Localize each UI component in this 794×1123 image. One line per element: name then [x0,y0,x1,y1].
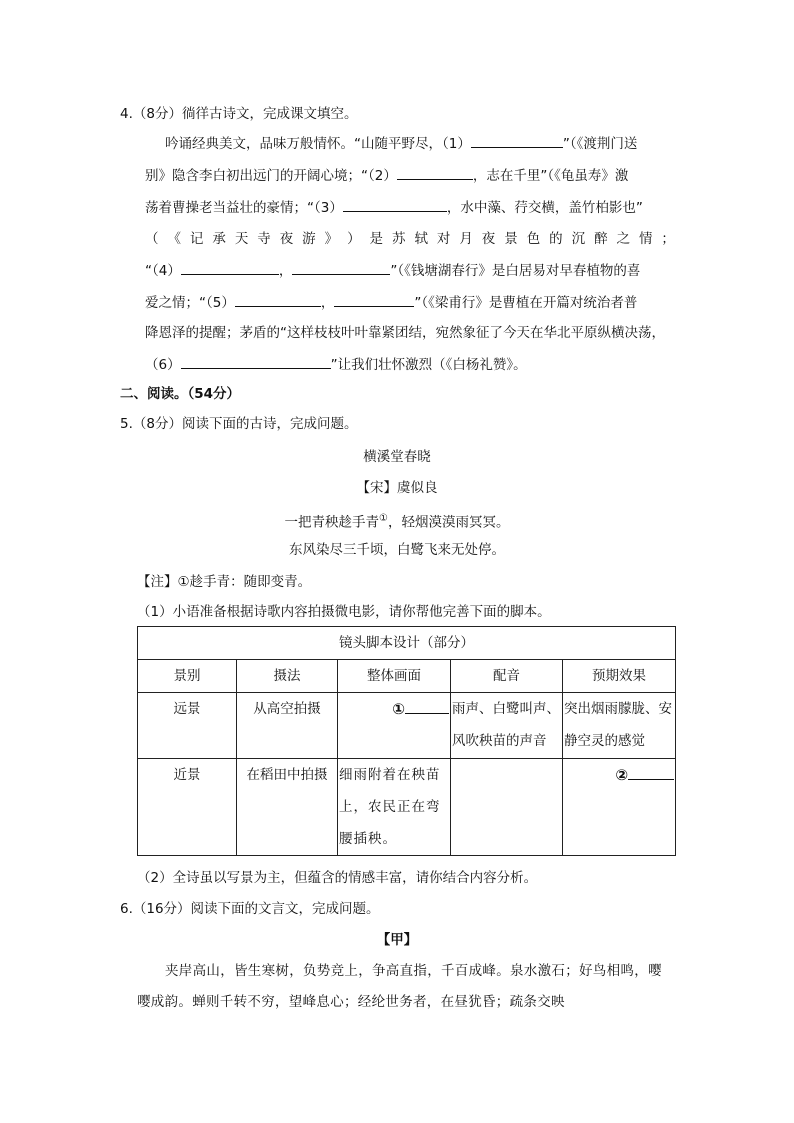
q4-line-5c: ”（《钱塘湖春行》是白居易对早春植物的喜 [390,263,641,279]
table-header: 配音 [451,660,563,693]
poem-title: 横溪堂春晓 [363,449,431,465]
q4-line-4-char: 是 [369,231,384,247]
q4-line-4-char: 轼 [414,231,428,247]
scene-blank[interactable] [405,699,449,714]
q5-sub-1: （1）小语准备根据诗歌内容拍摄微电影，请你帮他完善下面的脚本。 [137,604,551,620]
q4-line-1 [145,133,675,154]
q4-line-4-char: 游 [302,231,316,247]
q4-line-4-char: 月 [459,231,473,247]
table-cell-effect [563,759,676,856]
q4-line-5 [145,260,675,281]
q4-line-4-char: ； [661,231,675,247]
q4-line-4-char: 记 [189,231,204,247]
q4-line-3a: 荡着曹操老当益壮的豪情；“（3） [145,200,343,216]
q4-line-6a: 爱之情；“（5） [145,295,235,311]
q4-line-4-char: ） [347,231,361,247]
poem-line-2: 东风染尽三千顷，白鹭飞来无处停。 [289,542,505,558]
q4-line-4-char: 醉 [594,231,608,247]
blank-1[interactable] [471,133,563,148]
table-cell-method: 在稻田中拍摄 [237,759,338,856]
table-cell-dub-empty [451,759,563,856]
passage-line-1: 夹岸高山，皆生寒树，负势竞上，争高直指，千百成峰。泉水激石；好鸟相鸣，嘤 [165,963,662,979]
footnote-mark: ① [379,513,388,524]
q4-line-2b: ，志在千里”（《龟虽寿》激 [472,168,629,184]
q4-line-3 [145,197,675,218]
table-cell-shot: 近景 [138,759,237,856]
table-header: 预期效果 [563,660,676,693]
q4-line-4-char: 景 [504,231,518,247]
table-cell-scene [338,693,451,759]
poem-note: 【注】①趁手青：随即变青。 [137,574,312,590]
q5-sub-2: （2）全诗虽以写景为主，但蕴含的情感丰富，请你结合内容分析。 [137,870,538,886]
blank-2[interactable] [397,165,473,180]
q4-line-2a: 别》隐含李白初出远门的开阔心境；“（2） [145,168,397,184]
q6-heading: 6.（16分）阅读下面的文言文，完成问题。 [120,901,380,917]
passage-jia-label: 【甲】 [376,932,418,948]
blank-3[interactable] [343,197,447,212]
passage-line-2: 嘤成韵。蝉则千转不穷，望峰息心；经纶世务者，在昼犹昏；疏条交映 [137,994,565,1010]
q4-line-4-char: 》 [324,231,339,247]
q4-line-4-char: 苏 [391,231,406,247]
q4-line-4-char: 夜 [279,231,294,247]
table-caption: 镜头脚本设计（部分） [138,627,676,660]
q4-line-2 [145,165,675,186]
section-heading: 二、阅读。（54分） [120,386,241,402]
table-cell-shot: 远景 [138,693,237,759]
poem-author: 【宋】虞似良 [356,480,438,496]
poem-line-1 [0,509,794,533]
q4-line-6c: ”（《梁甫行》是曹植在开篇对统治者普 [414,295,638,311]
q4-line-4-char: 的 [549,231,563,247]
poem-line-1b: ，轻烟漠漠雨冥冥。 [387,514,510,531]
q4-line-4-char: 沉 [571,231,586,247]
effect-blank-mark: ② [615,766,629,784]
q5-heading: 5.（8分）阅读下面的古诗，完成问题。 [120,416,358,432]
table-header: 整体画面 [338,660,451,693]
effect-blank[interactable] [628,765,674,780]
q4-line-5b: ， [278,263,293,279]
q4-line-4-char: 天 [234,231,249,247]
table-cell-dub: 雨声、白鹭叫声、风吹秧苗的声音 [451,693,563,759]
q4-line-4-char: 对 [436,231,451,247]
q4-line-4-char: 承 [212,231,226,247]
q4-line-6 [145,292,675,313]
q4-line-4-char: 夜 [481,231,496,247]
scene-blank-mark: ① [392,700,405,718]
blank-6[interactable] [181,354,331,369]
q4-line-1b: ”（《渡荆门送 [562,136,638,152]
q4-line-4-char: 之 [616,231,631,247]
q4-line-6b: ， [320,295,335,311]
q4-heading: 4.（8分）徜徉古诗文，完成课文填空。 [120,106,358,122]
blank-4b[interactable] [292,260,390,275]
q4-line-4-char: （ [145,231,159,247]
q4-line-4-char: 情 [638,231,653,247]
poem-line-1a: 一把青秧趁手青 [284,514,380,531]
table-cell-method: 从高空拍摄 [237,693,338,759]
q4-line-7: 降恩泽的提醒；茅盾的“这样枝枝叶叶靠紧团结，宛然象征了今天在华北平原纵横决荡， [145,325,665,341]
q4-line-4-char: 《 [167,231,181,247]
q4-line-1a: 吟诵经典美文，品味万般情怀。“山随平野尽，（1） [165,136,471,152]
blank-5b[interactable] [334,292,414,307]
q4-line-8b: ”让我们壮怀激烈（《白杨礼赞》。 [330,357,527,373]
q4-line-3b: ，水中藻、荇交横，盖竹柏影也” [446,200,643,216]
table-cell-scene: 细雨附着在秧苗上，农民正在弯腰插秧。 [338,759,451,856]
table-cell-effect: 突出烟雨朦胧、安静空灵的感觉 [563,693,676,759]
q4-line-5a: “（4） [145,263,181,279]
q4-line-4 [145,229,675,249]
q4-line-8 [145,354,675,375]
table-header: 摄法 [237,660,338,693]
q4-line-4-char: 色 [526,231,541,247]
q4-line-8a: （6） [145,357,181,373]
table-header: 景别 [138,660,237,693]
blank-4a[interactable] [181,260,279,275]
blank-5a[interactable] [235,292,321,307]
script-table [137,626,676,856]
q4-line-4-char: 寺 [257,231,271,247]
